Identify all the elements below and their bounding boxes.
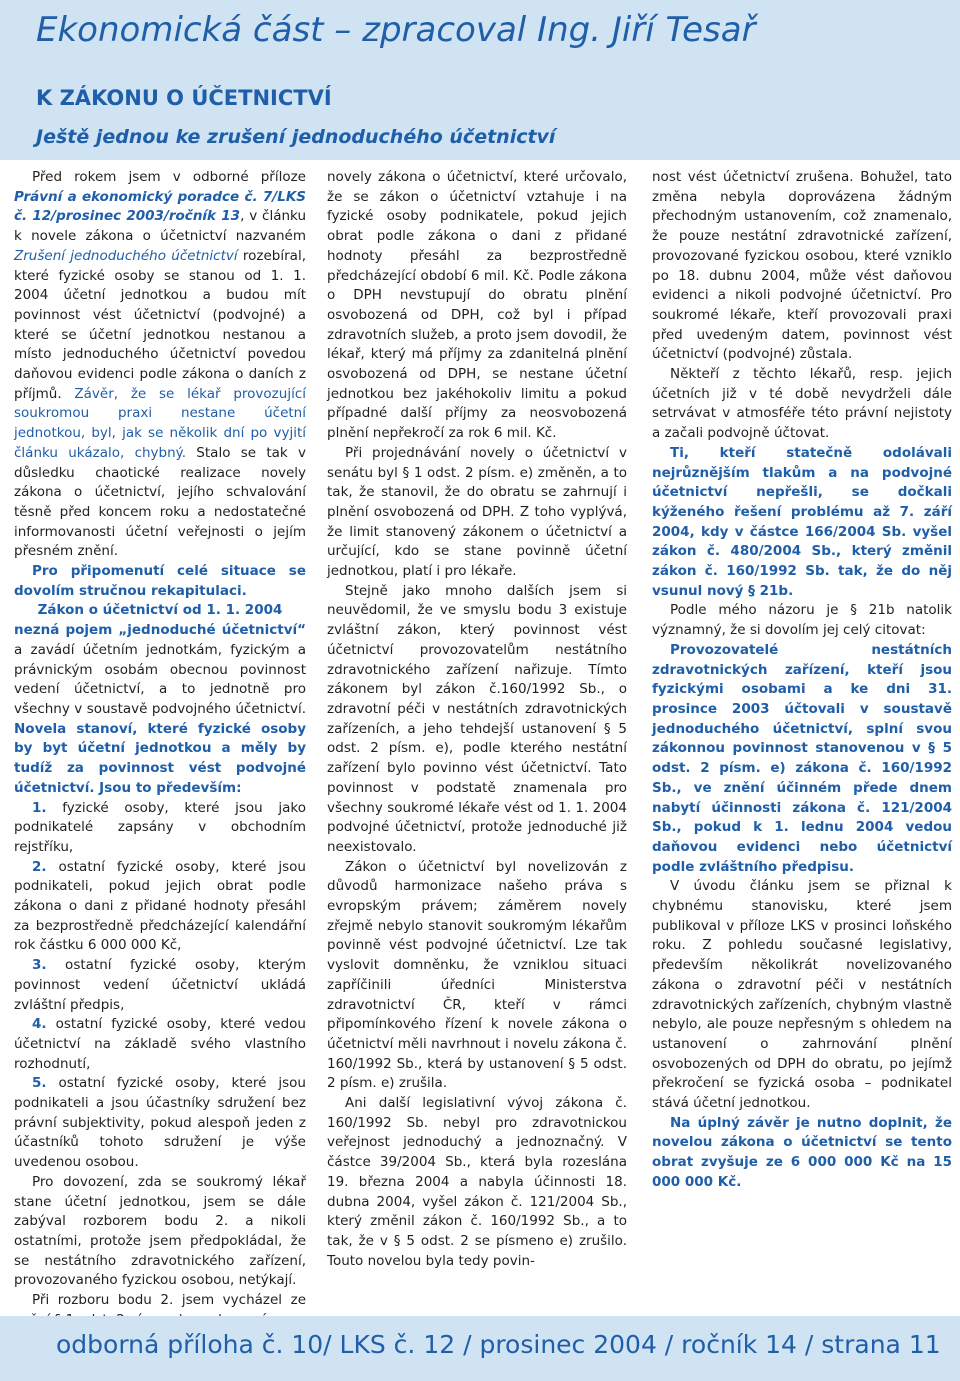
- column-3: [652, 168, 952, 1193]
- list-text: ostatní fyzické osoby, které jsou podnikateli a jsou účastníky sdružení bez právní subjektivity, pokud alespoň jeden z účastníků tohoto sdružení je výše uvedenou osobou.: [14, 1075, 306, 1171]
- column-1: [14, 168, 306, 1330]
- section-title: K ZÁKONU O ÚČETNICTVÍ: [36, 86, 332, 110]
- text-run: rozebíral, které fyzické osoby se stanou od 1. 1. 2004 účetní jednotkou a budou mít povinnost vést účetnictví (podvojné) a které se účetní jednotkou nestanou a místo jednoduchého účetnictví povedou daňovou evidenci podle zákona o daních z příjmů.: [14, 247, 306, 402]
- text-run: a zavádí účetním jednotkám, fyzickým a právnickým osobám obecnou povinnost vedení účetnictví, a to jednotně pro všechny v soustavě podvojného účetnictví.: [14, 641, 306, 717]
- paragraph: V úvodu článku jsem se přiznal k chybnému stanovisku, které jsem publikoval v příloze LKS v prosinci loňského roku. Z pohledu současné legislativy, především několikrát novelizovaného zákona o zdravotní péči v nestátních zdravotnických zařízeních, chybným vlastně nebylo, ale pouze nepřesným s ohledem na ustanovení o zahrnování plnění osvobozených od DPH do obratu, po jejímž překročení se fyzická osoba – podnikatel stává účetní jednotkou.: [652, 878, 952, 1112]
- paragraph: Pro dovození, zda se soukromý lékař stane účetní jednotkou, jsem se dále zabýval rozborem bodu 2. a nikoli ostatními, protože jsem předpokládal, že se nestátního zdravotnického zařízení, provozovaného fyzickou osobou, netýkají.: [14, 1173, 306, 1289]
- text-run-emphasis: Novela stanoví, které fyzické osoby by byt účetní jednotkou a měly by tudíž za povinnost vést podvojné účetnictví. Jsou to především:: [14, 720, 306, 796]
- column-2: [327, 168, 627, 1271]
- paragraph: Pro připomenutí celé situace se dovolím stručnou rekapitulaci.: [14, 563, 306, 599]
- paragraph: Ani další legislativní vývoj zákona č. 160/1992 Sb. nebyl pro zdravotnickou veřejnost jednoduchý a jednoznačný. V částce 39/2004 Sb., která byla rozeslána 19. března 2004 a nabyla účinnosti 18. dubna 2004, vyšel zákon č. 121/2004 Sb., který změnil zákon č. 160/1992 Sb., a to tak, že v § 5 odst. 2 se písmeno e) zrušilo. Touto novelou byla tedy povin-: [327, 1095, 627, 1269]
- text-run: Před rokem jsem v odborné příloze: [32, 169, 306, 185]
- conclusion: Na úplný závěr je nutno doplnit, že novelou zákona o účetnictví se tento obrat zvyšuje ze 6 000 000 Kč na 15 000 000 Kč.: [652, 1114, 952, 1190]
- list-number: 5.: [32, 1075, 47, 1092]
- page-header-title: Ekonomická část – zpracoval Ing. Jiří Tesař: [36, 10, 756, 50]
- text-run-emphasis: nezná pojem „jednoduché účetnictví“: [14, 622, 306, 639]
- law-quote: Provozovatelé nestátních zdravotnických zařízení, kteří jsou fyzickými osobami a ke dni 31. prosince 2003 účtovali v soustavě jednoduchého účetnictví, splní svou zákonnou povinnost stanovenou v § 5 odst. 2 písm. e) zákona č. 160/1992 Sb., ve znění účinném přede dnem nabytí účinnosti zákona č. 121/2004 Sb., pokud k 1. lednu 2004 vedou daňovou evidenci nebo účetnictví podle zvláštního předpisu.: [652, 641, 952, 875]
- paragraph: [14, 621, 306, 798]
- footer-text: odborná příloha č. 10/ LKS č. 12 / prosinec 2004 / ročník 14 / strana 11: [56, 1330, 941, 1359]
- text-run-emphasis: Závěr, že se lékař provozující soukromou praxi nestane účetní jednotkou, byl, jak se několik dní po vyjití článku ukázalo, chybný.: [14, 385, 306, 461]
- list-text: ostatní fyzické osoby, které vedou účetnictví na základě svého vlastního rozhodnutí,: [14, 1016, 306, 1072]
- paragraph: Při rozboru bodu 2. jsem vycházel ze: [32, 1292, 306, 1309]
- footer-band: [0, 1316, 960, 1381]
- list-text: fyzické osoby, které jsou jako podnikatelé zapsány v obchodním rejstříku,: [14, 799, 306, 855]
- paragraph: Stejně jako mnoho dalších jsem si neuvědomil, že ve smyslu bodu 3 existuje zvláštní zákon, který povinnost vést účetnictví provozovatelům nestátního zdravotnického zařízení nařizuje. Tímto zákonem byl zákon č.160/1992 Sb., o zdravotní péči v nestátních zdravotnických zařízeních, a jeho tehdejší ustanovení § 5 odst. 2 písm. e), podle kterého nestátní zařízení bylo povinno vést účetnictví. Tato povinnost v podstatě znamenala pro všechny soukromé lékaře vést od 1. 1. 2004 podvojné účetnictví, protože jednoduché již neexistovalo.: [327, 582, 627, 855]
- list-number: 4.: [32, 1016, 47, 1033]
- list-text: ostatní fyzické osoby, kterým povinnost vedení účetnictví ukládá zvláštní předpis,: [14, 957, 306, 1013]
- paragraph: Při projednávání novely o účetnictví v senátu byl § 1 odst. 2 písm. e) změněn, a to tak, že stanovil, že do obratu se zahrnují i plnění osvobozená od DPH. Z toho vyplývá, že limit stanovený zákonem o účetnictví a určující, kdo se stane povinně účetní jednotkou, platí i pro lékaře.: [327, 444, 627, 580]
- text-run: , v článku k novele zákona o účetnictví nazvaném: [14, 208, 307, 245]
- paragraph: [14, 168, 306, 562]
- header-band: [0, 0, 960, 160]
- list-number: 3.: [32, 957, 47, 974]
- list-item: [14, 799, 306, 858]
- paragraph: nost vést účetnictví zrušena. Bohužel, tato změna nebyla doprovázena žádným přechodným ustanovením, což znamenalo, že pouze nestátní zdravotnické zařízení, provozované fyzickou osobou, které vzniklo po 18. dubnu 2004, může vést daňovou evidenci a nikoli podvojné účetnictví. Pro soukromé lékaře, kteří provozovali praxi před uvedeným datem, povinnost vést účetnictví (podvojné) zůstala.: [652, 169, 952, 363]
- law-heading: Zákon o účetnictví od 1. 1. 2004: [37, 602, 283, 619]
- list-number: 1.: [32, 799, 47, 816]
- list-item: [14, 1015, 306, 1074]
- list-text: ostatní fyzické osoby, které jsou podnikateli, pokud jejich obrat podle zákona o dani z přidané hodnoty přesáhl za bezprostředně předcházející kalendářní rok částku 6 000 000 Kč,: [14, 858, 306, 954]
- text-run: Stalo se tak v důsledku chaotické realizace novely zákona o účetnictví, jejího schvalování těsně před koncem roku a nedostatečné informovanosti účetní veřejnosti o jejím přesném znění.: [14, 444, 306, 560]
- paragraph-emphasis: Ti, kteří statečně odolávali nejrůznějším tlakům a na podvojné účetnictví nepřešli, se dočkali kýženého řešení problému až 7. září 2004, kdy v částce 166/2004 Sb. vyšel zákon č. 480/2004 Sb., který změnil zákon č. 160/1992 Sb. tak, že do něj vsunul nový § 21b.: [652, 444, 952, 599]
- paragraph: Někteří z těchto lékařů, resp. jejich účetních již v té době nevydrželi dále setrvávat v atmosféře této právní nejistoty a začali podvojně účtovat.: [652, 366, 952, 442]
- paragraph: Podle mého názoru je § 21b natolik významný, že si dovolím jej celý citovat:: [652, 602, 952, 639]
- paragraph: Zákon o účetnictví byl novelizován z důvodů harmonizace našeho práva s evropským právem; záměrem novely zřejmě nebylo stanovit soukromým lékařům povinně vést podvojné účetnictví. Lze tak vyslovit domněnku, že vzniklou situaci zapříčinili úředníci Ministerstva zdravotnictví ČR, kteří v rámci připomínkového řízení k novele zákona o účetnictví měli navrhnout i novelu zákona č. 160/1992 Sb., která by ustanovení § 5 odst. 2 písm. e) zrušila.: [327, 858, 627, 1092]
- list-number: 2.: [32, 858, 47, 875]
- article-reference: Zrušení jednoduchého účetnictví: [14, 247, 238, 264]
- list-item: [14, 858, 306, 957]
- article-subtitle: Ještě jednou ke zrušení jednoduchého účetnictví: [36, 126, 556, 148]
- list-item: [14, 1074, 306, 1173]
- citation: Právní a ekonomický poradce č. 7/LKS č. 12/prosinec 2003/ročník 13: [14, 188, 306, 225]
- paragraph: novely zákona o účetnictví, které určovalo, že se zákon o účetnictví vztahuje i na fyzické osoby podnikatele, pokud jejich obrat podle zákona o dani z přidané hodnoty přesáhl za bezprostředně předcházející období 6 mil. Kč. Podle zákona o DPH nevstupují do obratu plnění osvobozená od DPH, což byl i případ zdravotních služeb, a proto jsem dovodil, že lékař, který má příjmy za zdanitelná plnění osvobozená od DPH, se nestane účetní jednotkou bez jakéhokoliv limitu a pokud případné další příjmy za neosvobozená plnění nepřekročí za rok 6 mil. Kč.: [327, 169, 627, 442]
- list-item: [14, 956, 306, 1015]
